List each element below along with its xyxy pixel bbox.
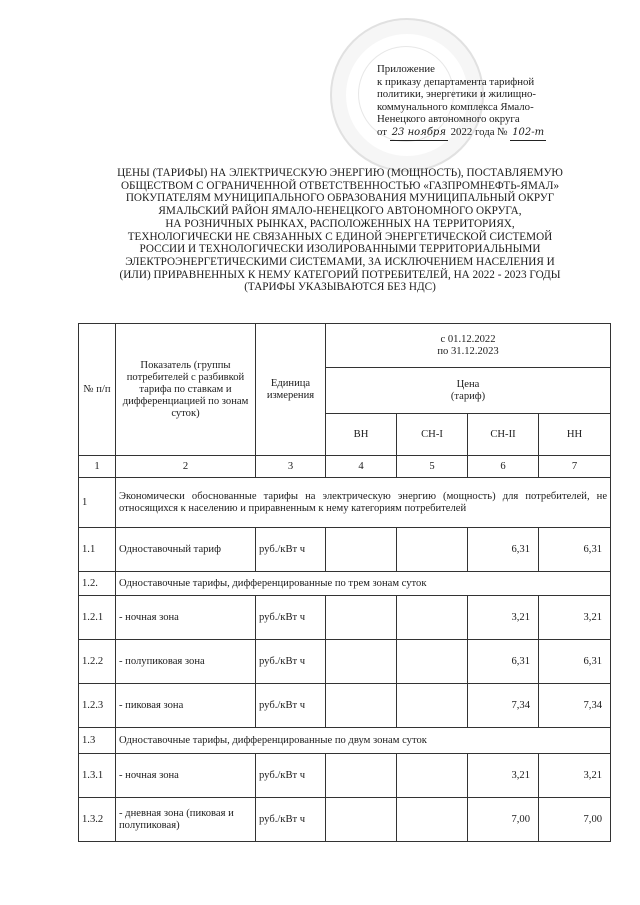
title-line: РОССИИ И ТЕХНОЛОГИЧЕСКИ ИЗОЛИРОВАННЫМИ ТЕРРИТОРИАЛЬНЫМИ	[139, 243, 541, 256]
title-line: ТЕХНОЛОГИЧЕСКИ НЕ СВЯЗАННЫХ С ЕДИНОЙ ЭНЕРГЕТИЧЕСКОЙ СИСТЕМОЙ	[127, 230, 553, 243]
price-label: Цена	[456, 378, 480, 390]
value-vn	[326, 528, 397, 572]
value-sn2: 7,00	[468, 798, 539, 842]
section-title: Одноставочные тарифы, дифференцированные по двум зонам суток	[116, 728, 611, 754]
appendix-line: коммунального комплекса Ямало-	[377, 100, 534, 113]
row-num: 1	[79, 478, 116, 528]
value-sn1	[397, 640, 468, 684]
document-title	[70, 167, 610, 294]
value-sn1	[397, 684, 468, 728]
value-vn	[326, 798, 397, 842]
row-unit: руб./кВт ч	[256, 798, 326, 842]
header-level-sn1: СН-I	[397, 414, 468, 456]
col-number: 4	[326, 456, 397, 478]
col-number: 1	[79, 456, 116, 478]
header-level-sn2: СН-II	[468, 414, 539, 456]
value-vn	[326, 684, 397, 728]
title-line: (ИЛИ) ПРИРАВНЕННЫХ К НЕМУ КАТЕГОРИЙ ПОТРЕБИТЕЛЕЙ, НА 2022 - 2023 ГОДЫ	[119, 268, 561, 281]
handwritten-order-number: 102-т	[510, 127, 546, 141]
row-unit: руб./кВт ч	[256, 754, 326, 798]
row-unit: руб./кВт ч	[256, 528, 326, 572]
appendix-line: Ненецкого автономного округа	[377, 113, 520, 126]
col-number: 7	[539, 456, 611, 478]
header-num: № п/п	[79, 324, 116, 456]
header-level-nn: НН	[539, 414, 611, 456]
row-name: - дневная зона (пиковая и полупиковая)	[116, 798, 256, 842]
title-line: ЯМАЛЬСКИЙ РАЙОН ЯМАЛО-НЕНЕЦКОГО АВТОНОМНОГО ОКРУГА,	[158, 205, 522, 218]
row-num: 1.1	[79, 528, 116, 572]
header-level-vn: ВН	[326, 414, 397, 456]
price-sublabel: (тариф)	[450, 390, 486, 402]
value-vn	[326, 640, 397, 684]
row-num: 1.3.1	[79, 754, 116, 798]
value-nn: 6,31	[539, 528, 611, 572]
title-line: ПОКУПАТЕЛЯМ МУНИЦИПАЛЬНОГО ОБРАЗОВАНИЯ МУНИЦИПАЛЬНЫЙ ОКРУГ	[125, 192, 555, 205]
row-unit: руб./кВт ч	[256, 640, 326, 684]
appendix-line: политики, энергетики и жилищно-	[377, 88, 536, 101]
section-title: Одноставочные тарифы, дифференцированные по трем зонам суток	[116, 572, 611, 596]
period-start: с 01.12.2022	[440, 333, 496, 345]
value-nn: 3,21	[539, 754, 611, 798]
appendix-line: к приказу департамента тарифной	[377, 75, 535, 88]
value-sn1	[397, 528, 468, 572]
value-sn2: 3,21	[468, 754, 539, 798]
section-title: Экономически обоснованные тарифы на электрическую энергию (мощность) для потребителей, не относящихся к населению и приравненным к нему категориям потребителей	[116, 478, 611, 528]
appendix-line: Приложение	[377, 63, 435, 75]
appendix-block	[377, 63, 617, 141]
row-name: - ночная зона	[116, 754, 256, 798]
title-line: (ТАРИФЫ УКАЗЫВАЮТСЯ БЕЗ НДС)	[244, 281, 436, 294]
header-period	[326, 324, 611, 368]
row-num: 1.2.1	[79, 596, 116, 640]
value-nn: 7,00	[539, 798, 611, 842]
value-sn1	[397, 754, 468, 798]
value-nn: 7,34	[539, 684, 611, 728]
period-end: по 31.12.2023	[437, 345, 499, 357]
year-text: 2022 года №	[450, 125, 508, 138]
header-unit: Единица измерения	[256, 324, 326, 456]
handwritten-date: 23 ноября	[390, 127, 448, 141]
value-sn2: 3,21	[468, 596, 539, 640]
row-name: - пиковая зона	[116, 684, 256, 728]
col-number: 5	[397, 456, 468, 478]
col-number: 2	[116, 456, 256, 478]
value-sn2: 6,31	[468, 528, 539, 572]
header-indicator: Показатель (группы потребителей с разбивкой тарифа по ставкам и дифференциацией по зонам суток)	[116, 324, 256, 456]
row-name: - полупиковая зона	[116, 640, 256, 684]
title-line: ЭЛЕКТРОЭНЕРГЕТИЧЕСКИМИ СИСТЕМАМИ, ЗА ИСКЛЮЧЕНИЕМ НАСЕЛЕНИЯ И	[125, 255, 555, 268]
value-sn2: 6,31	[468, 640, 539, 684]
row-unit: руб./кВт ч	[256, 684, 326, 728]
value-sn1	[397, 798, 468, 842]
value-vn	[326, 596, 397, 640]
tariff-table	[78, 323, 611, 842]
col-number: 6	[468, 456, 539, 478]
row-name: Одноставочный тариф	[116, 528, 256, 572]
header-price	[326, 368, 611, 414]
row-num: 1.2.3	[79, 684, 116, 728]
value-nn: 6,31	[539, 640, 611, 684]
appendix-date-line	[377, 126, 617, 141]
value-nn: 3,21	[539, 596, 611, 640]
row-num: 1.2.	[79, 572, 116, 596]
row-num: 1.3.2	[79, 798, 116, 842]
row-unit: руб./кВт ч	[256, 596, 326, 640]
row-num: 1.2.2	[79, 640, 116, 684]
value-sn1	[397, 596, 468, 640]
value-vn	[326, 754, 397, 798]
row-num: 1.3	[79, 728, 116, 754]
date-prefix: от	[377, 125, 387, 138]
title-line: ЦЕНЫ (ТАРИФЫ) НА ЭЛЕКТРИЧЕСКУЮ ЭНЕРГИЮ (МОЩНОСТЬ), ПОСТАВЛЯЕМУЮ	[117, 167, 563, 179]
title-line: НА РОЗНИЧНЫХ РЫНКАХ, РАСПОЛОЖЕННЫХ НА ТЕРРИТОРИЯХ,	[165, 217, 515, 230]
value-sn2: 7,34	[468, 684, 539, 728]
col-number: 3	[256, 456, 326, 478]
row-name: - ночная зона	[116, 596, 256, 640]
title-line: ОБЩЕСТВОМ С ОГРАНИЧЕННОЙ ОТВЕТСТВЕННОСТЬЮ «ГАЗПРОМНЕФТЬ-ЯМАЛ»	[120, 179, 560, 192]
